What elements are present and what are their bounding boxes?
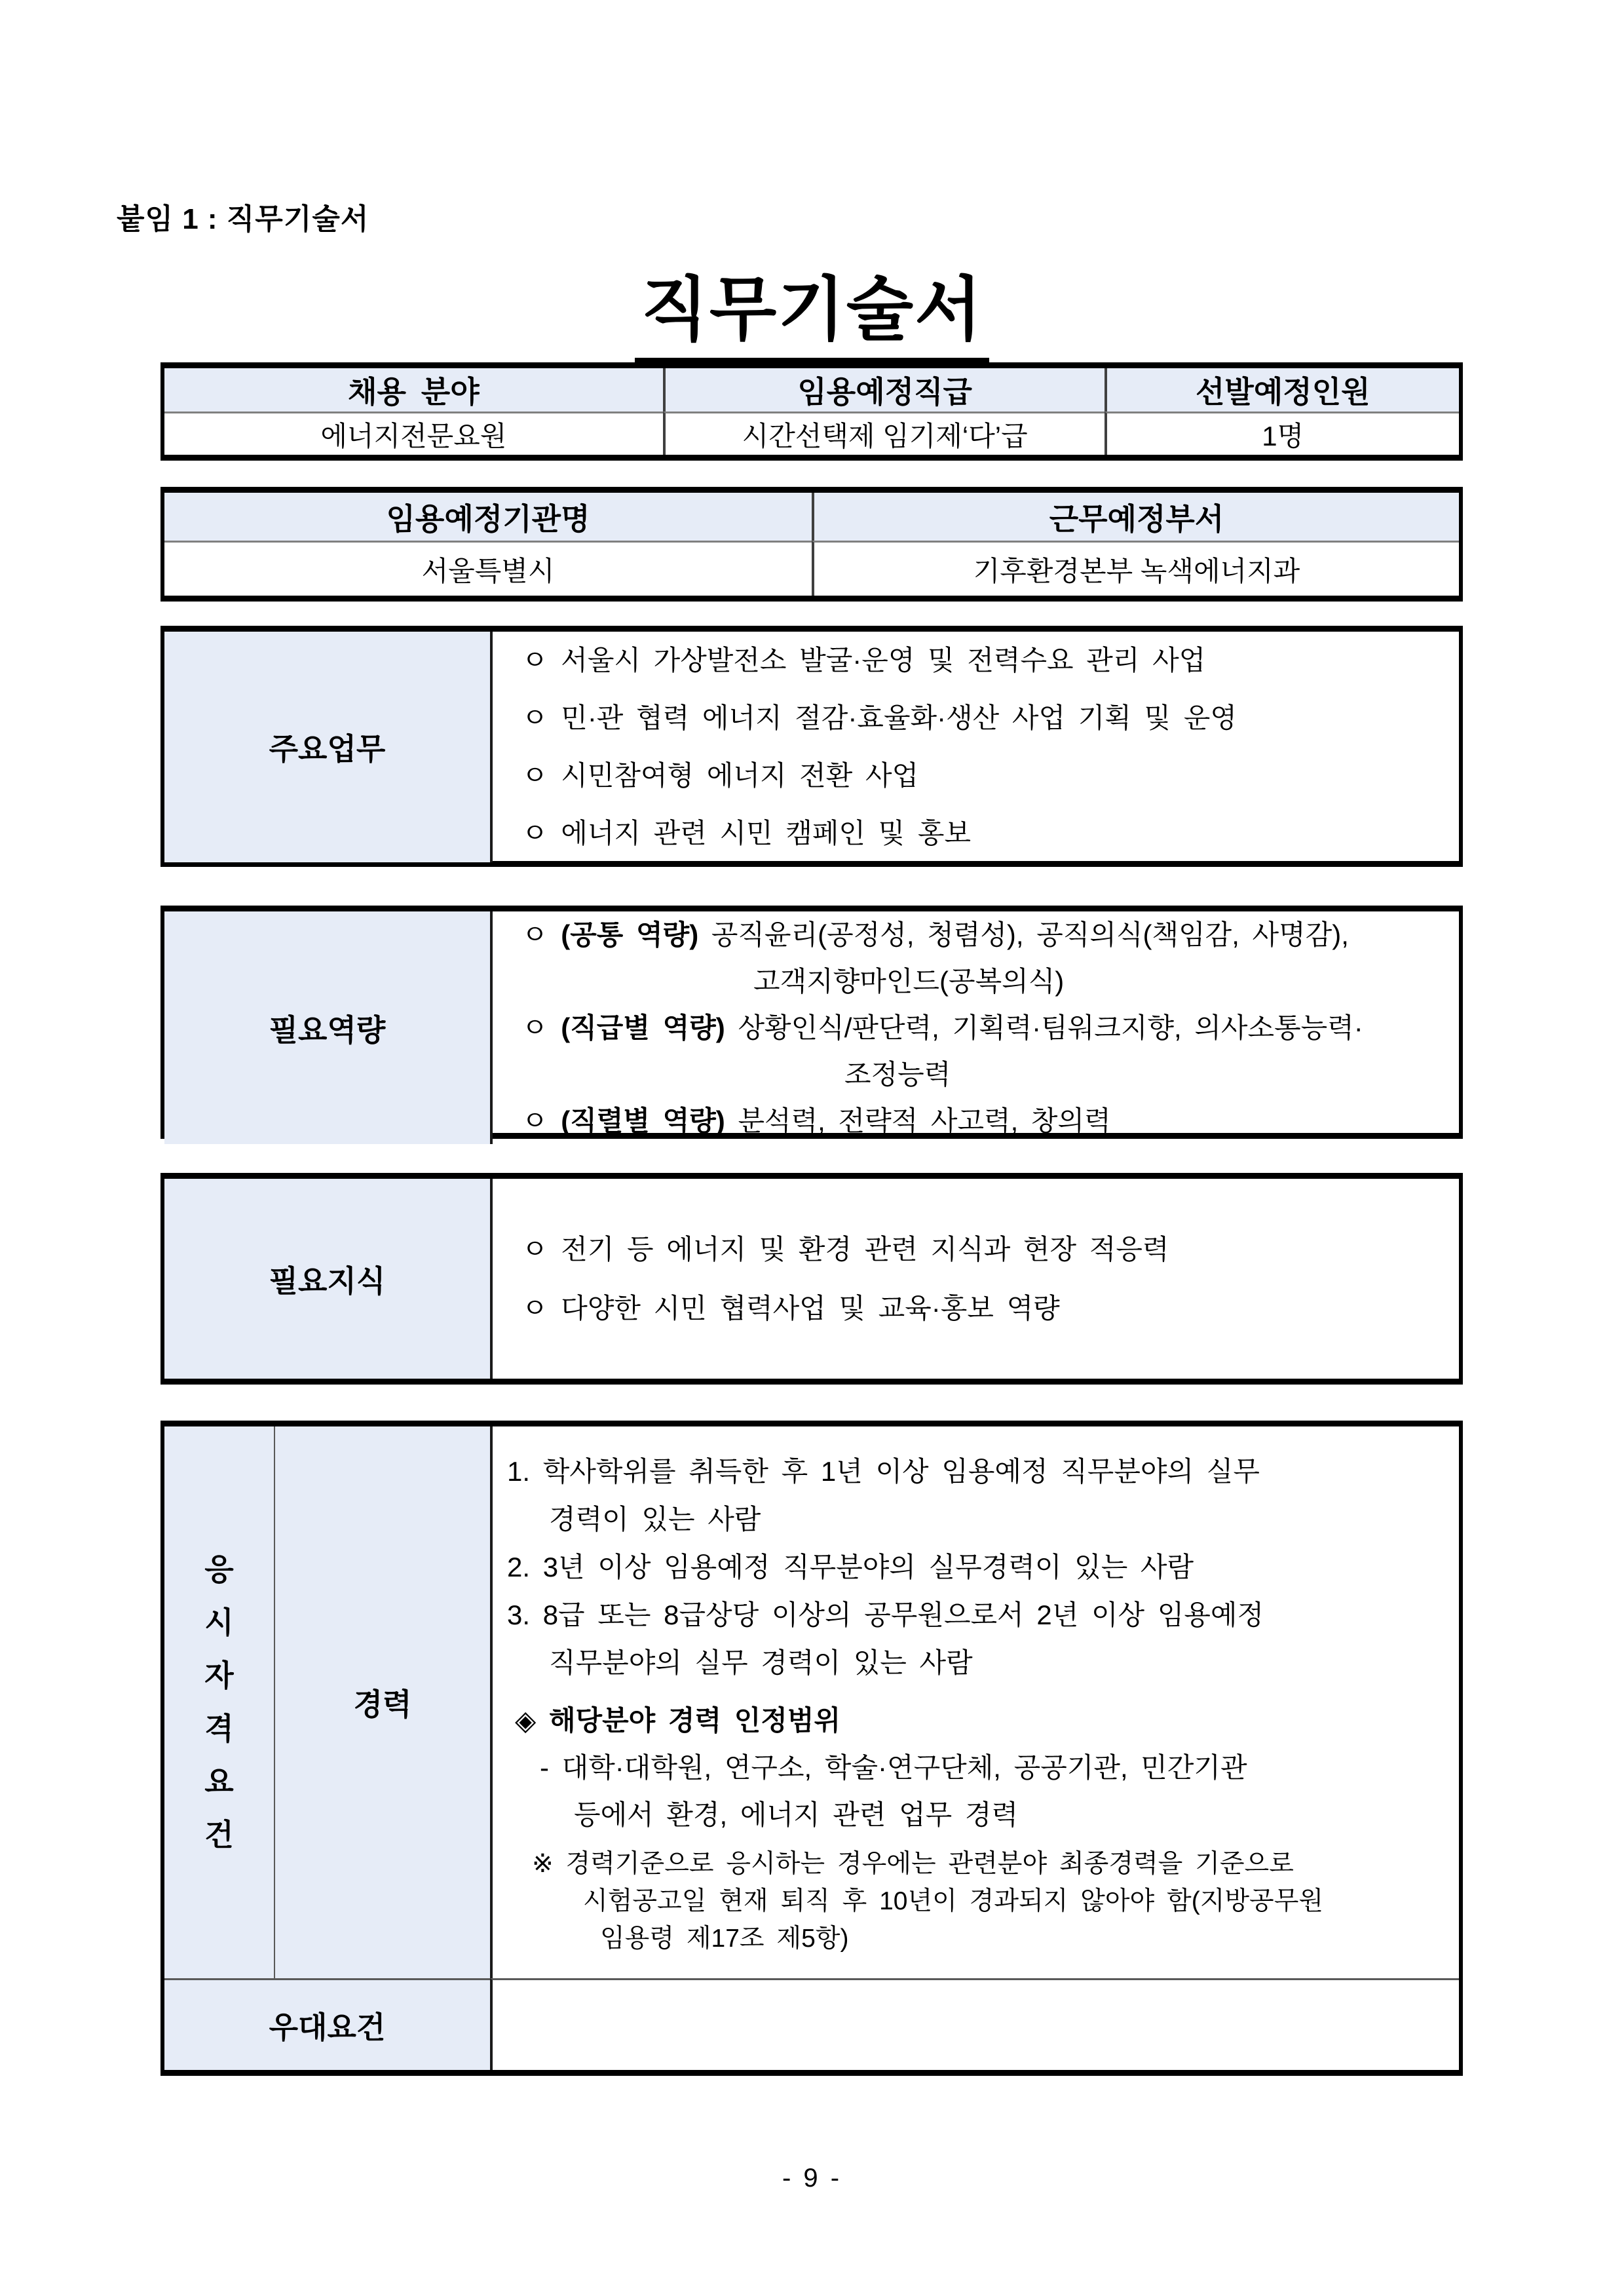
preferred-content [490, 1978, 1459, 2070]
agency-value-name: 서울특별시 [164, 541, 812, 596]
competency-text: 분석력, 전략적 사고력, 창의력 [738, 1105, 1111, 1136]
career-line: 경력이 있는 사람 [549, 1504, 761, 1535]
competency-item [493, 911, 1446, 958]
preferred-label: 우대요건 [164, 1978, 490, 2070]
knowledge-content [490, 1179, 1459, 1379]
vertical-char: 요 [204, 1765, 234, 1799]
duties-content [490, 632, 1459, 862]
knowledge-item: ㅇ 전기 등 에너지 및 환경 관련 지식과 현장 적응력 [521, 1233, 1169, 1265]
competency-text: 상황인식/판단력, 기획력·팀워크지향, 의사소통능력· [738, 1012, 1363, 1043]
competency-item-continuation: 조정능력 [844, 1059, 951, 1090]
recruitment-value-headcount: 1명 [1105, 411, 1459, 455]
agency-header-department: 근무예정부서 [812, 493, 1459, 541]
bullet: ㅇ [521, 1012, 548, 1043]
career-line: 2. 3년 이상 임용예정 직무분야의 실무경력이 있는 사람 [507, 1552, 1194, 1582]
duties-table [161, 626, 1463, 867]
competency-category: (공통 역량) [561, 919, 699, 950]
career-line: 1. 학사학위를 취득한 후 1년 이상 임용예정 직무분야의 실무 [507, 1456, 1260, 1487]
vertical-char: 시 [204, 1605, 234, 1639]
career-line: 3. 8급 또는 8급상당 이상의 공무원으로서 2년 이상 임용예정 [507, 1599, 1264, 1630]
duties-item: ㅇ 서울시 가상발전소 발굴·운영 및 전력수요 관리 사업 [521, 645, 1206, 676]
eligibility-table [161, 1421, 1463, 2076]
page-number: - 9 - [782, 2164, 842, 2192]
competency-item-continuation: 고객지향마인드(공복의식) [753, 966, 1065, 997]
career-line: 등에서 환경, 에너지 관련 업무 경력 [574, 1799, 1019, 1830]
knowledge-table [161, 1173, 1463, 1385]
career-scope-heading: ◈ 해당분야 경력 인정범위 [515, 1705, 841, 1736]
vertical-char: 건 [204, 1818, 234, 1852]
career-content [490, 1426, 1459, 1978]
career-note-line: 시험공고일 현재 퇴직 후 10년이 경과되지 않아야 함(지방공무원 [583, 1887, 1324, 1915]
competencies-table [161, 906, 1463, 1139]
attachment-label: 붙임 1 : 직무기술서 [117, 203, 369, 235]
vertical-char: 자 [204, 1658, 234, 1693]
page-title: 직무기술서 [635, 254, 990, 363]
recruitment-header-grade: 임용예정직급 [663, 368, 1105, 411]
competency-category: (직급별 역량) [561, 1012, 725, 1043]
bullet: ㅇ [521, 1105, 548, 1136]
recruitment-table [161, 362, 1463, 461]
title-container [0, 254, 1624, 363]
agency-table [161, 487, 1463, 602]
agency-header-name: 임용예정기관명 [164, 493, 812, 541]
knowledge-label: 필요지식 [164, 1179, 490, 1379]
competency-item [493, 1098, 1446, 1144]
competencies-content [490, 911, 1459, 1144]
recruitment-value-field: 에너지전문요원 [164, 411, 663, 455]
knowledge-item: ㅇ 다양한 시민 협력사업 및 교육·홍보 역량 [521, 1292, 1060, 1324]
career-line: 직무분야의 실무 경력이 있는 사람 [549, 1647, 973, 1678]
vertical-char: 격 [204, 1712, 234, 1746]
competency-category: (직렬별 역량) [561, 1105, 725, 1136]
bullet: ㅇ [521, 919, 548, 950]
recruitment-value-grade: 시간선택제 임기제‘다’급 [663, 411, 1105, 455]
agency-value-department: 기후환경본부 녹색에너지과 [812, 541, 1459, 596]
recruitment-header-field: 채용 분야 [164, 368, 663, 411]
vertical-char: 응 [204, 1552, 234, 1586]
competency-text: 공직윤리(공정성, 청렴성), 공직의식(책임감, 사명감), [711, 919, 1349, 950]
duties-item: ㅇ 민·관 협력 에너지 절감·효율화·생산 사업 기획 및 운영 [521, 702, 1237, 733]
career-note-line: ※ 경력기준으로 응시하는 경우에는 관련분야 최종경력을 기준으로 [532, 1850, 1294, 1878]
recruitment-header-headcount: 선발예정인원 [1105, 368, 1459, 411]
duties-label: 주요업무 [164, 632, 490, 862]
competency-item [493, 1004, 1446, 1051]
duties-item: ㅇ 시민참여형 에너지 전환 사업 [521, 760, 919, 791]
career-line: - 대학·대학원, 연구소, 학술·연구단체, 공공기관, 민간기관 [540, 1752, 1247, 1783]
duties-item: ㅇ 에너지 관련 시민 캠페인 및 홍보 [521, 818, 972, 849]
career-note-line: 임용령 제17조 제5항) [600, 1924, 849, 1953]
career-label: 경력 [274, 1426, 490, 1978]
competencies-label: 필요역량 [164, 911, 490, 1144]
eligibility-vertical-label [164, 1426, 274, 1978]
